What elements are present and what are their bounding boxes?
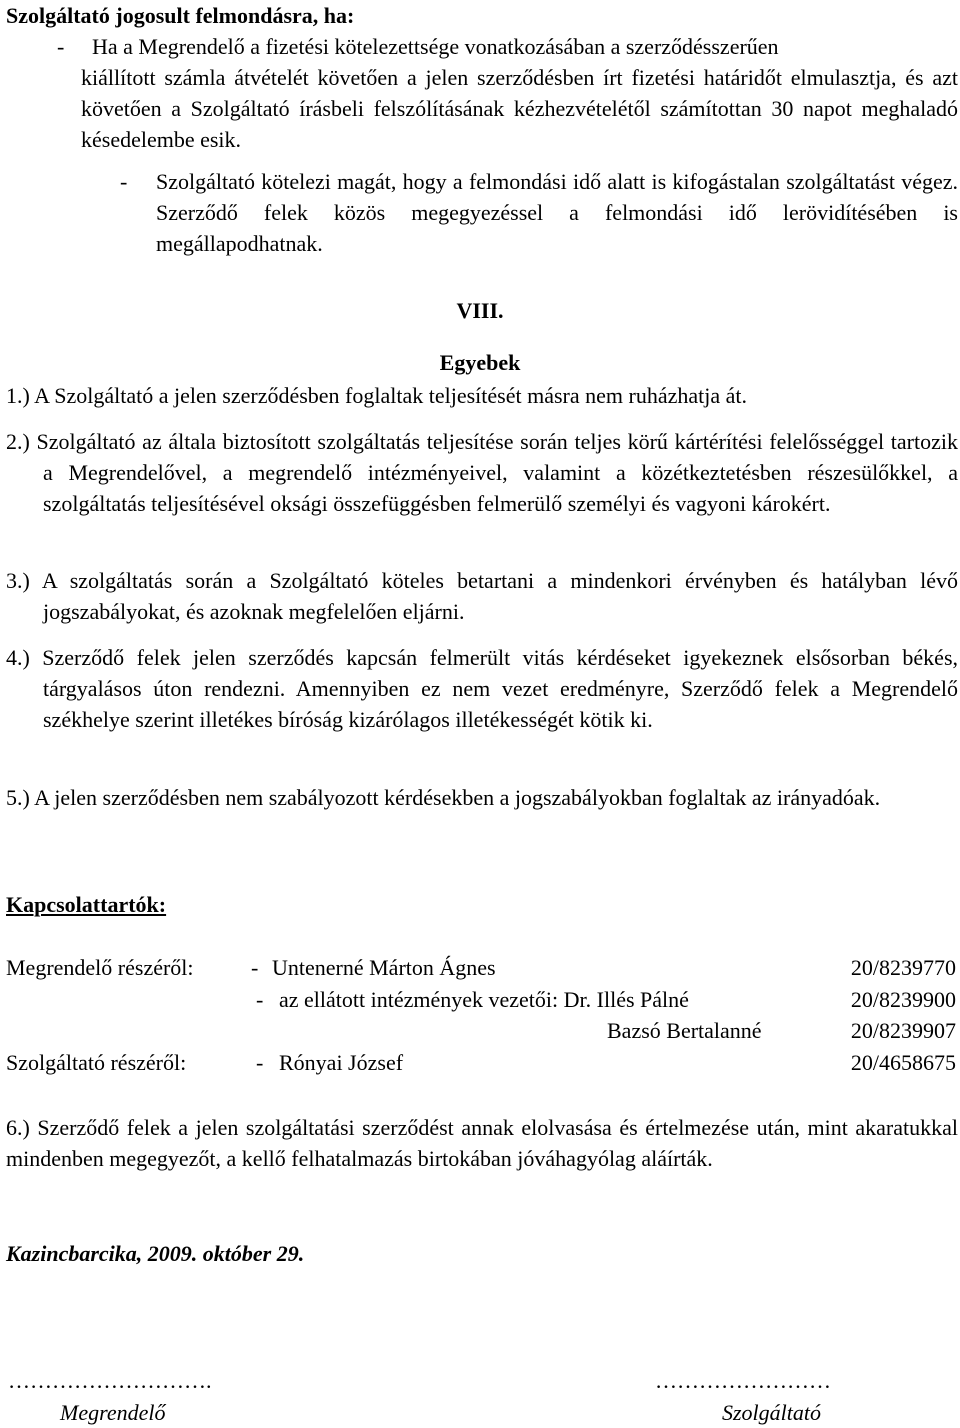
item1-line1: Ha a Megrendelő a fizetési kötelezettsége vonatkozásában a szerződésszerűen — [92, 34, 779, 59]
section-title: Egyebek — [439, 350, 521, 375]
contact-row4-phone: 20/4658675 — [850, 1050, 956, 1075]
contact-row4-dash: - — [256, 1050, 264, 1075]
signature-left-label: Megrendelő — [60, 1400, 166, 1425]
contact-row3-phone: 20/8239907 — [850, 1018, 956, 1043]
signature-right-label: Szolgáltató — [722, 1400, 822, 1425]
signature-left-line: ………………………. — [8, 1368, 212, 1393]
contact-row1-phone: 20/8239770 — [850, 955, 956, 980]
clause-6: 6.) Szerződő felek a jelen szolgáltatási szerződést annak elolvasása és értelmezése után, mint akaratukkal mindenben megegyezőt, a kellő felhatalmazás birtokában jóváhagyólag aláírták. — [6, 1115, 958, 1171]
clause-5: 5.) A jelen szerződésben nem szabályozott kérdésekben a jogszabályokban foglaltak az irányadóak. — [6, 785, 881, 810]
contact-row1-label: Megrendelő részéről: — [6, 955, 194, 980]
item2-dash: - — [120, 169, 128, 194]
contact-row4-label: Szolgáltató részéről: — [6, 1050, 187, 1075]
contact-row2-phone: 20/8239900 — [850, 987, 956, 1012]
signature-right-line: …………………… — [655, 1368, 831, 1393]
place-date: Kazincbarcika, 2009. október 29. — [6, 1241, 305, 1266]
contact-row2-dash: - — [256, 987, 264, 1012]
item1-dash: - — [57, 34, 65, 59]
clause-1: 1.) A Szolgáltató a jelen szerződésben foglaltak teljesítését másra nem ruházhatja át. — [6, 383, 747, 408]
clause-3: 3.) A szolgáltatás során a Szolgáltató köteles betartani a mindenkori érvényben és hatályban lévő jogszabályokat, és azoknak megfelelően eljárni. — [6, 568, 958, 624]
termination-heading: Szolgáltató jogosult felmondásra, ha: — [6, 3, 355, 28]
clause-2-body: 2.) Szolgáltató az általa biztosított szolgáltatás teljesítése során teljes körű kártérítési felelősséggel tartozik a Megrendelővel, a megrendelő intézményeivel, valamint a közétkeztetésben részesülőkkel, a szolgáltatás teljesítésével oksági összefüggésben felmerülő személyi és vagyoni károkért. — [6, 429, 958, 516]
contact-row1-dash: - — [251, 955, 259, 980]
section-number: VIII. — [456, 298, 504, 323]
item2-text: Szolgáltató kötelezi magát, hogy a felmondási idő alatt is kifogástalan szolgáltatást végez. Szerződő felek közös megegyezéssel a felmondási idő lerövidítésében is megállapodhatnak. — [156, 169, 958, 256]
contacts-heading: Kapcsolattartók: — [6, 892, 167, 917]
contact-row1-name: Untenerné Márton Ágnes — [272, 955, 496, 980]
contact-row2-name: az ellátott intézmények vezetői: Dr. Illés Pálné — [279, 987, 689, 1012]
contact-row3-name: Bazsó Bertalanné — [607, 1018, 762, 1043]
item1-text: kiállított számla átvételét követően a jelen szerződésben írt fizetési határidőt elmulasztja, és azt követően a Szolgáltató írásbeli felszólításának kézhezvételétől számítottan 30 napot meghaladó késedelembe esik. — [81, 65, 958, 152]
clause-4: 4.) Szerződő felek jelen szerződés kapcsán felmerült vitás kérdéseket igyekeznek elsősorban békés, tárgyalásos úton rendezni. Amennyiben ez nem vezet eredményre, Szerződő felek a Megrendelő székhelye szerint illetékes bíróság kizárólagos illetékességét kötik ki. — [6, 645, 958, 732]
contact-row4-name: Rónyai József — [279, 1050, 404, 1075]
